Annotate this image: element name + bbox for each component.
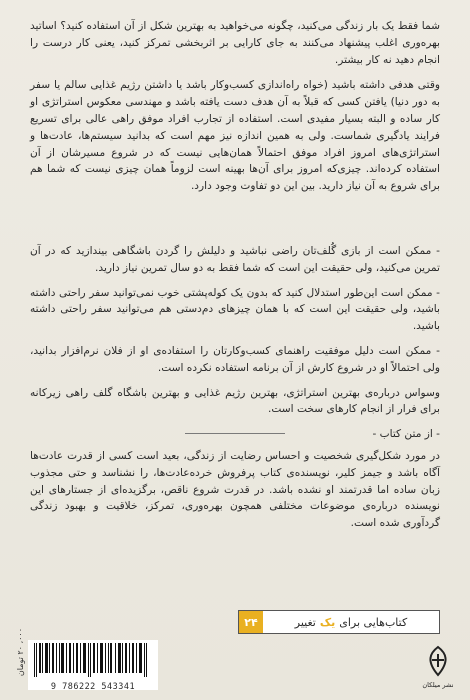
series-highlight: یک [319,615,336,629]
quote-item: - ممکن است این‌طور استدلال کنید که بدون یک کوله‌پشتی خوب نمی‌توانید سفر راحتی داشته باشید، ولی حقیقت این است که با همان چیزهای دم‌دستی هم می‌توانید سفر راحتی داشته باشید. [30,286,440,333]
intro-section [30,18,440,204]
quote-item: - ممکن است از بازی گُلف‌تان راضی نباشید و دلیلش را گردن باشگاهی بیندازید که در آن تمرین می‌کنید، ولی حقیقت این است که شما فقط به دو سال تمرین نیاز دارید. [30,245,440,274]
intro-paragraph-2: وقتی هدفی داشته باشید (خواه راه‌اندازی کسب‌وکار باشد یا داشتن رژیم غذایی سالم یا سفر به دور دنیا) یافتن کسی که قبلاً به آن هدف دست یافته باشد و مهندسی معکوس استراتژی او کار ساده و البته بسیار مفیدی است. استفاده از تجارب افراد موفق راهی عالی برای تسریع فرایند یادگیری شماست. ولی به همین اندازه نیز مهم است که بدانید سیستم‌ها، عادت‌ها و استراتژی‌های امروز افراد موفق احتمالاً همان‌هایی نیست که در شروع مسیرشان از آن استفاده کرده‌اند. چیزی‌که امروز برای آن‌ها بهینه است لزوماً همان چیزی نیست که شما هم برای شروع به آن نیاز دارید. بین این دو تفاوت وجود دارد. [30,79,440,193]
publisher-logo-icon [423,645,453,677]
series-number: ۲۴ [239,611,263,633]
source-line: - از متن کتاب - [372,428,440,441]
publisher-name: نشر میلکان [422,681,454,689]
divider [185,433,285,434]
intro-paragraph-1: شما فقط یک بار زندگی می‌کنید، چگونه می‌خواهید به بهترین شکل از آن استفاده کنید؟ اساتید بهره‌وری اغلب پیشنهاد می‌کنند به جای کارایی بر اثربخشی تمرکز کنید، یعنی کار درست را انجام دهید نه کار بیشتر. [30,20,440,66]
quote-item: - ممکن است دلیل موفقیت راهنمای کسب‌وکارتان را استفاده‌ی او از فلان نرم‌افزار بدانید، ولی احتمالاً او در شروع کارش از آن برنامه استفاده نکرده است. [30,344,440,374]
series-suffix: تغییر [294,615,316,629]
series-title [263,611,439,633]
isbn-barcode [28,640,158,690]
quotes-section [30,243,440,443]
book-description [30,448,440,541]
isbn-number: 9 786222 543341 [50,682,136,692]
description-paragraph: در مورد شکل‌گیری شخصیت و احساس رضایت از زندگی، بعید است کسی از قدرت عادت‌ها آگاه باشد و جیمز کلیر، نویسنده‌ی کتاب پرفروش خرده‌عادت‌ها، را نشناسد و حتی مجذوب زبان ساده اما قدرتمند او نشده باشد. در قدرت شروع ناقص، برگزیده‌ای از جستارهای این نویسنده درباره‌ی موضوعات مختلفی همچون بهره‌وری، تمرکز، خلاقیت و بهبود زندگی گردآوری شده است. [30,450,440,530]
publisher-logo [418,645,458,691]
series-prefix: کتاب‌هایی برای [339,615,408,629]
barcode-icon [32,643,154,677]
price-label: ۰۰۰، ۲۰ تومان [16,628,25,677]
closing-paragraph: وسواس درباره‌ی بهترین استراتژی، بهترین رژیم غذایی و بهترین باشگاه گلف راهی زیرکانه برای فرار از انجام کارهای سخت است. [30,386,440,416]
series-badge [238,610,440,634]
